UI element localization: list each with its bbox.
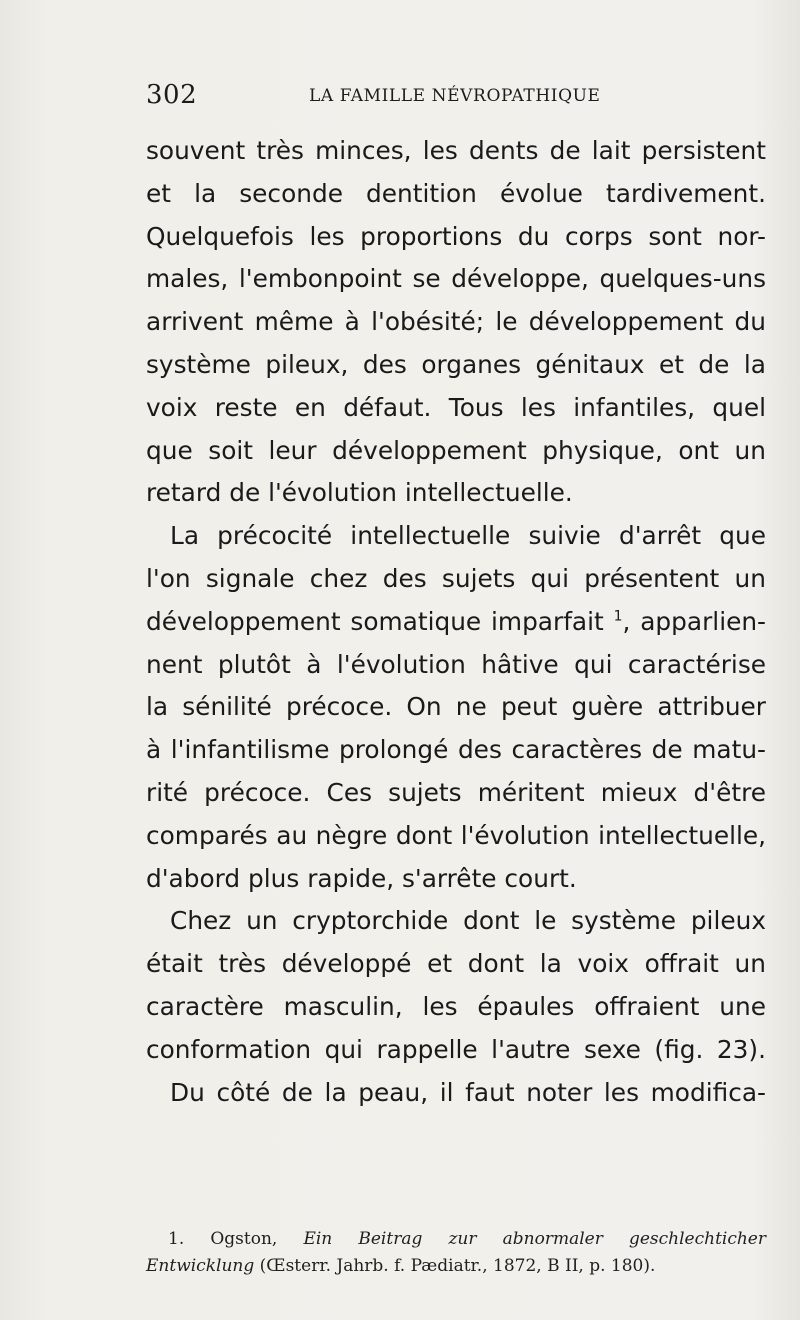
- text-line: Du côté de la peau, il faut noter les modifica-: [170, 1077, 766, 1107]
- footnote-line: [146, 1226, 766, 1253]
- footnote-title: Entwicklung: [146, 1256, 255, 1276]
- text-line: males, l'embonpoint se développe, quelques-uns: [146, 264, 766, 294]
- text-line: comparés au nègre dont l'évolution intellectuelle,: [146, 820, 766, 850]
- text-line: conformation qui rappelle l'autre sexe (fig. 23).: [146, 1034, 766, 1064]
- footnotes: [146, 1226, 766, 1280]
- footnote-text: 1. Ogston,: [168, 1229, 304, 1249]
- text-line: à l'infantilisme prolongé des caractères de matu-: [146, 735, 766, 765]
- page-header: [146, 80, 786, 120]
- text-line: Chez un cryptorchide dont le système pileux: [170, 906, 766, 936]
- text-line: que soit leur développement physique, ont un: [146, 435, 766, 465]
- text-line: Quelquefois les proportions du corps sont nor-: [146, 221, 766, 251]
- text-line: souvent très minces, les dents de lait persistent: [146, 136, 766, 165]
- text-line: rité précoce. Ces sujets méritent mieux d'être: [146, 777, 766, 807]
- footnote-text: (Œsterr. Jahrb. f. Pædiatr., 1872, B II, p. 180).: [254, 1256, 656, 1276]
- text-line: voix reste en défaut. Tous les infantiles, quel: [146, 392, 766, 422]
- page-number: 302: [146, 80, 198, 110]
- footnote-title: Ein Beitrag zur abnormaler geschlechticher: [303, 1229, 766, 1249]
- footnote-line: [146, 1253, 766, 1280]
- text-segment: développement somatique imparfait: [146, 606, 614, 636]
- text-line: retard de l'évolution intellectuelle.: [146, 478, 573, 508]
- text-line: nent plutôt à l'évolution hâtive qui caractérise: [146, 649, 766, 679]
- text-line: d'abord plus rapide, s'arrête court.: [146, 863, 577, 893]
- text-line: système pileux, des organes génitaux et de la: [146, 349, 766, 379]
- text-line-with-footnote-ref: [146, 601, 766, 644]
- body-text: [146, 130, 766, 1114]
- text-line: la sénilité précoce. On ne peut guère attribuer: [146, 692, 766, 722]
- text-line: l'on signale chez des sujets qui présentent un: [146, 563, 766, 593]
- text-line: La précocité intellectuelle suivie d'arrêt que: [170, 521, 766, 551]
- text-line: était très développé et dont la voix offrait un: [146, 949, 766, 979]
- text-segment: , apparlien-: [622, 606, 767, 636]
- text-line: caractère masculin, les épaules offraient une: [146, 991, 766, 1021]
- text-line: et la seconde dentition évolue tardivement.: [146, 178, 766, 208]
- footnote-reference[interactable]: 1: [613, 608, 623, 625]
- running-head: LA FAMILLE NÉVROPATHIQUE: [309, 86, 601, 106]
- text-line: arrivent même à l'obésité; le développement du: [146, 307, 766, 337]
